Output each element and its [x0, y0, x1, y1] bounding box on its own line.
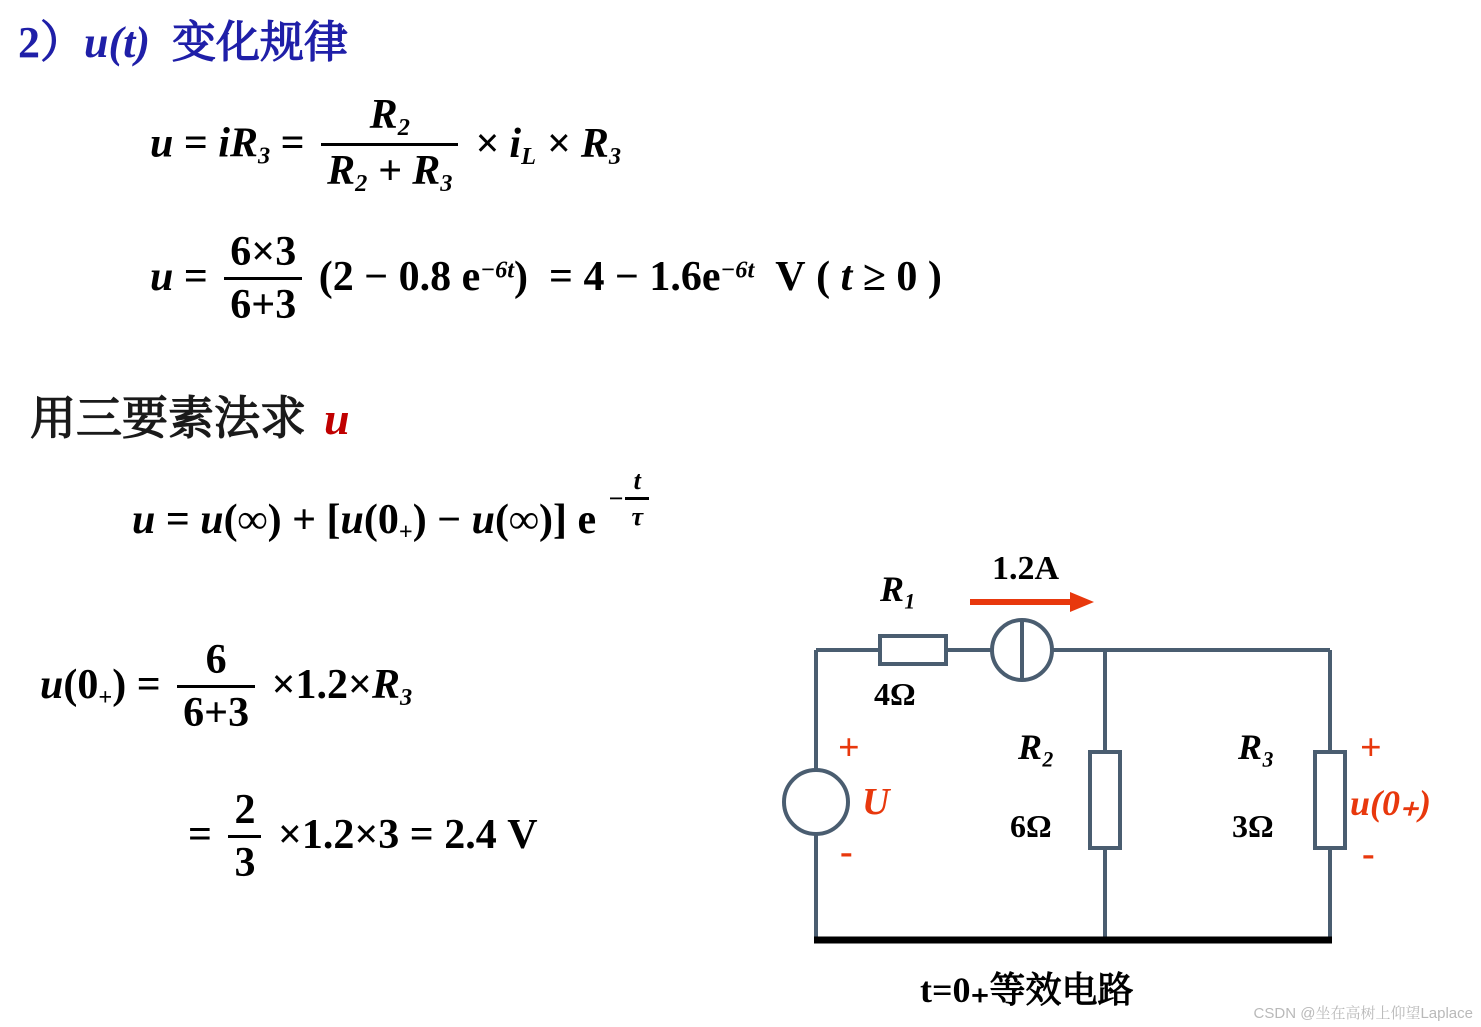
equation-u-solution: u = $\frac{6\times 3}{6+3}$ (2 − 0.8 $e^{-6t}) = 4 - 1.6e^{-6t}$ V ( t ≥ 0 ) [150, 229, 942, 329]
equation-u-zero-plus-result: = $\frac{2}{3}$ ×1.2×3 = 2.4 V [188, 787, 538, 887]
fraction-2-over-3 [228, 788, 261, 885]
page-title [18, 6, 348, 70]
label-source-plus: + [838, 727, 860, 769]
fraction-numerator: 6 [205, 637, 227, 683]
fraction-denominator: 3 [234, 840, 256, 887]
section-title-three-element-method [30, 382, 350, 448]
resistor-r2 [1090, 752, 1120, 848]
fraction-denominator: $R_2 + R_3$ [327, 148, 453, 198]
section-title-variable: u [324, 393, 350, 444]
fraction-bar [625, 497, 649, 500]
heading-text: 变化规律 [172, 18, 348, 67]
label-current-source: 1.2A [992, 550, 1060, 587]
label-r3: R₃ [1238, 727, 1275, 767]
resistor-r1 [880, 636, 946, 664]
current-arrow-head [1070, 592, 1094, 612]
circuit-svg [770, 540, 1470, 1010]
equation-u-formula: $u = iR_3$ = $\frac{R_2}{R_2 + R_3}$ × $i_L \times R_3$ [150, 92, 622, 198]
fraction-bar [321, 143, 458, 146]
watermark: CSDN @坐在高树上仰望Laplace [1253, 1005, 1473, 1022]
exponent-numerator: t [633, 466, 641, 495]
heading-variable: u(t) [84, 18, 150, 67]
circuit-caption-text: t=0₊等效电路 [920, 970, 1134, 1010]
label-r3-value: 3Ω [1232, 808, 1274, 844]
circuit-diagram [770, 540, 1470, 1010]
fraction-numerator: 2 [234, 787, 256, 833]
fraction-numerator: 6×3 [230, 229, 297, 275]
label-r1: R₁ [880, 569, 917, 609]
fraction-denominator: 6+3 [183, 690, 250, 737]
label-r2: R₂ [1018, 727, 1055, 767]
label-output-plus: + [1360, 727, 1382, 769]
resistor-r3 [1315, 752, 1345, 848]
fraction-bar [228, 835, 261, 838]
fraction-numerator: $R_2$ [369, 92, 410, 141]
equation-u-zero-plus: $u(0_+)$ = $\frac{6}{6+3}$ $\times 1.2\times R_3$ [40, 637, 413, 737]
label-r2-value: 6Ω [1010, 808, 1052, 844]
fraction-denominator: 6+3 [230, 282, 297, 329]
exponent-denominator: τ [631, 502, 643, 532]
fraction-r2-over-r2r3 [321, 93, 458, 197]
fraction-bar [224, 277, 302, 280]
voltage-source-symbol [784, 770, 848, 834]
label-source-minus: - [840, 831, 853, 873]
label-source-voltage: U [862, 781, 890, 823]
fraction-bar [177, 685, 255, 688]
fraction-6x3-over-6p3 [224, 230, 302, 327]
heading-index: 2） [18, 18, 84, 67]
section-title-text: 用三要素法求 [30, 393, 306, 444]
equation-three-element: $u = u(\infty) + [u(0_+) - u(\infty)]$ e $^{- \frac{t}{\tau}}$ [132, 495, 649, 559]
fraction-6-over-6p3 [177, 638, 255, 735]
circuit-caption [920, 962, 1134, 1013]
label-output-minus: - [1362, 833, 1375, 875]
label-r1-value: 4Ω [874, 676, 916, 712]
label-output-voltage: u(0₊) [1350, 783, 1431, 823]
exponent-minus-t-over-tau: − t τ [609, 484, 651, 513]
